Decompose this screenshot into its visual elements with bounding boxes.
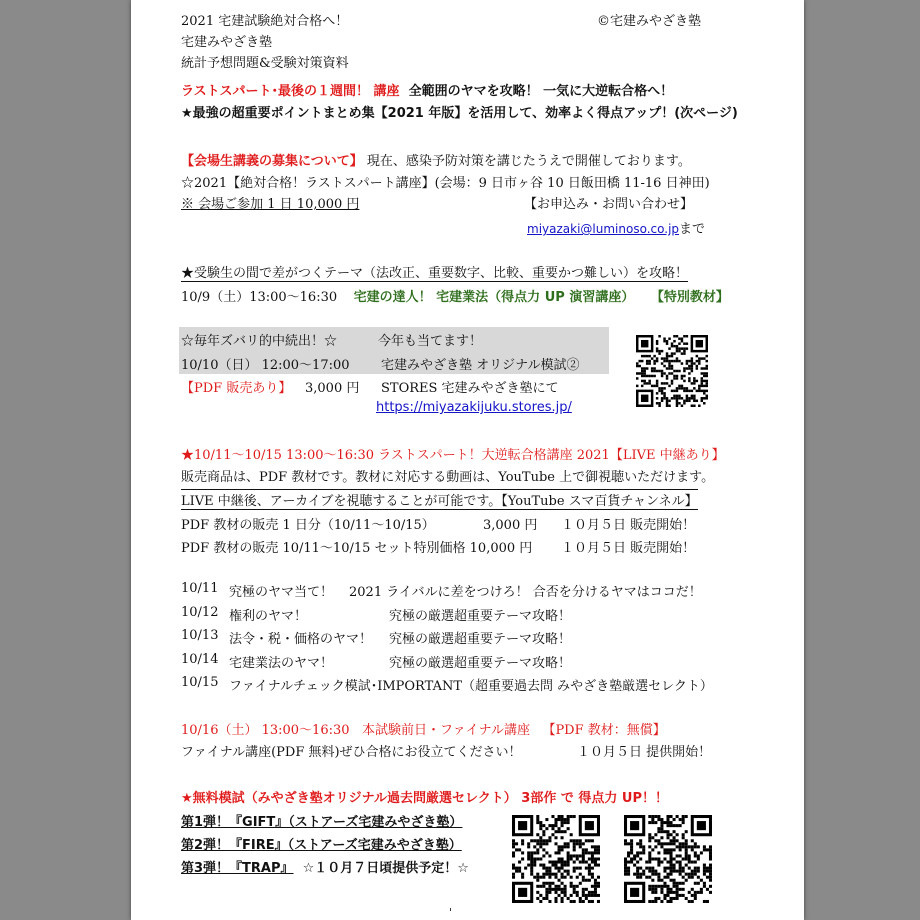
venue-contact: 【お申込み・お問い合わせ】	[524, 197, 694, 212]
sched-1-desc: 究極の厳選超重要テーマ攻略！	[389, 609, 572, 624]
header-line1: 2021 宅建試験絶対合格へ！	[181, 14, 349, 29]
venue-title: 【会場生講義の募集について】	[181, 154, 363, 169]
theme-tag: 【特別教材】	[650, 290, 729, 305]
theme-line	[181, 286, 729, 305]
free-item-2: 第2弾！『FIRE』（ストアーズ宅建みやざき塾）	[181, 838, 462, 853]
sale-1-name: PDF 教材の販売 1 日分（10/11～10/15）	[181, 518, 435, 533]
qr-code-fire	[624, 815, 712, 903]
sched-0-date: 10/11	[181, 581, 219, 596]
sched-2-desc: 究極の厳選超重要テーマ攻略！	[389, 632, 572, 647]
document-page	[131, 0, 804, 920]
final-title: 本試験前日・ファイナル講座	[361, 723, 531, 738]
final-date: 10/16（土） 13:00～16:30	[181, 723, 350, 738]
mock-pdf: 【PDF 販売あり】	[181, 381, 292, 396]
final-tag: 【PDF 教材：無償】	[542, 723, 666, 738]
sale-1-start: １０月５日 販売開始！	[561, 518, 696, 533]
venue-fee: ※ 会場ご参加 1 日 10,000 円	[181, 197, 360, 212]
mock-l1a: ☆毎年ズバリ的中続出！☆	[181, 334, 338, 349]
live-desc1: 販売商品は、PDF 教材です。教材に対応する動画は、YouTube 上で御視聴いただけます。	[181, 470, 715, 485]
mock-l1b: 今年も当てます！	[378, 334, 483, 349]
theme-date: 10/9（土）13:00～16:30	[181, 290, 338, 305]
sched-2-topic: 法令・税・価格のヤマ！	[229, 632, 373, 647]
sale-2-name: PDF 教材の販売 10/11～10/15 セット特別価格 10,000 円	[181, 541, 533, 556]
free-item-3: 第3弾！『TRAP』	[181, 861, 294, 876]
sched-2-date: 10/13	[181, 628, 219, 643]
headline-line2: ★最強の超重要ポイントまとめ集【2021 年版】を活用して、効率よく得点アップ！(次ページ)	[181, 106, 738, 121]
copyright: ©宅建みやざき塾	[597, 14, 702, 29]
final-line	[181, 719, 666, 738]
email-suffix: まで	[679, 222, 706, 237]
venue-email-line	[527, 218, 705, 237]
email-link[interactable]: miyazaki@luminoso.co.jp	[527, 222, 680, 236]
live-title: ★10/11～10/15 13:00～16:30 ラストスパート！大逆転合格講座 2021【LIVE 中継あり】	[181, 448, 725, 463]
sched-3-topic: 宅建業法のヤマ！	[229, 656, 334, 671]
free-item-1: 第1弾！『GIFT』（ストアーズ宅建みやざき塾）	[181, 815, 463, 830]
headline-red: ラストスパート･最後の１週間！ 講座	[181, 84, 400, 99]
qr-code-stores	[636, 335, 708, 407]
free-note: ☆１０月７日頃提供予定！☆	[302, 861, 469, 876]
sched-0-desc: 2021 ライバルに差をつけろ！ 合否を分けるヤマはココだ！	[349, 585, 702, 600]
mock-l2a: 10/10（日） 12:00～17:00	[181, 358, 350, 373]
header-line2: 宅建みやざき塾	[181, 35, 273, 50]
theme-title: ★受験生の間で差がつくテーマ（法改正、重要数字、比較、重要かつ難しい）を攻略！	[181, 262, 688, 282]
venue-desc: 現在、感染予防対策を講じたうえで開催しております。	[366, 154, 691, 169]
stores-link[interactable]: https://miyazakijuku.stores.jp/	[376, 400, 572, 415]
headline-line1	[181, 80, 673, 99]
theme-course: 宅建の達人！ 宅建業法（得点力 UP 演習講座）	[353, 290, 635, 305]
mock-l2b: 宅建みやざき塾 オリジナル模試②	[381, 358, 580, 373]
qr-code-gift	[512, 815, 600, 903]
sched-4-date: 10/15	[181, 675, 219, 690]
venue-course: ☆2021【絶対合格！ラストスパート講座】(会場：9 日市ヶ谷 10 日飯田橋 11-16 日神田)	[181, 176, 710, 191]
sched-3-date: 10/14	[181, 652, 219, 667]
sched-1-date: 10/12	[181, 605, 219, 620]
sched-3-desc: 究極の厳選超重要テーマ攻略！	[389, 656, 572, 671]
free-title: ★無料模試（みやざき塾オリジナル過去問厳選セレクト） 3部作 で 得点力 UP！！	[181, 791, 668, 806]
header-line3: 統計予想問題&受験対策資料	[181, 56, 349, 71]
sched-1-topic: 権利のヤマ！	[229, 609, 308, 624]
sale-1-price: 3,000 円	[483, 518, 538, 533]
sched-4-topic: ファイナルチェック模試･IMPORTANT（超重要過去問 みやざき塾厳選セレクト）	[229, 679, 713, 694]
venue-line	[181, 150, 691, 169]
live-desc2: LIVE 中継後、アーカイブを視聴することが可能です。【YouTube スマ百貨チャンネル】	[181, 489, 698, 510]
final-desc: ファイナル講座(PDF 無料)ぜひ合格にお役立てください！	[181, 745, 522, 760]
mock-price: 3,000 円	[305, 381, 360, 396]
sale-2-start: １０月５日 販売開始！	[561, 541, 696, 556]
final-start: １０月５日 提供開始！	[577, 745, 712, 760]
sched-0-topic: 究極のヤマ当て！	[229, 585, 334, 600]
free-item-3-line	[181, 857, 469, 876]
headline-black: 全範囲のヤマを攻略！ 一気に大逆転合格へ！	[408, 84, 674, 99]
mock-stores: STORES 宅建みやざき塾にて	[381, 381, 559, 396]
page-number-mark: '	[449, 906, 453, 919]
